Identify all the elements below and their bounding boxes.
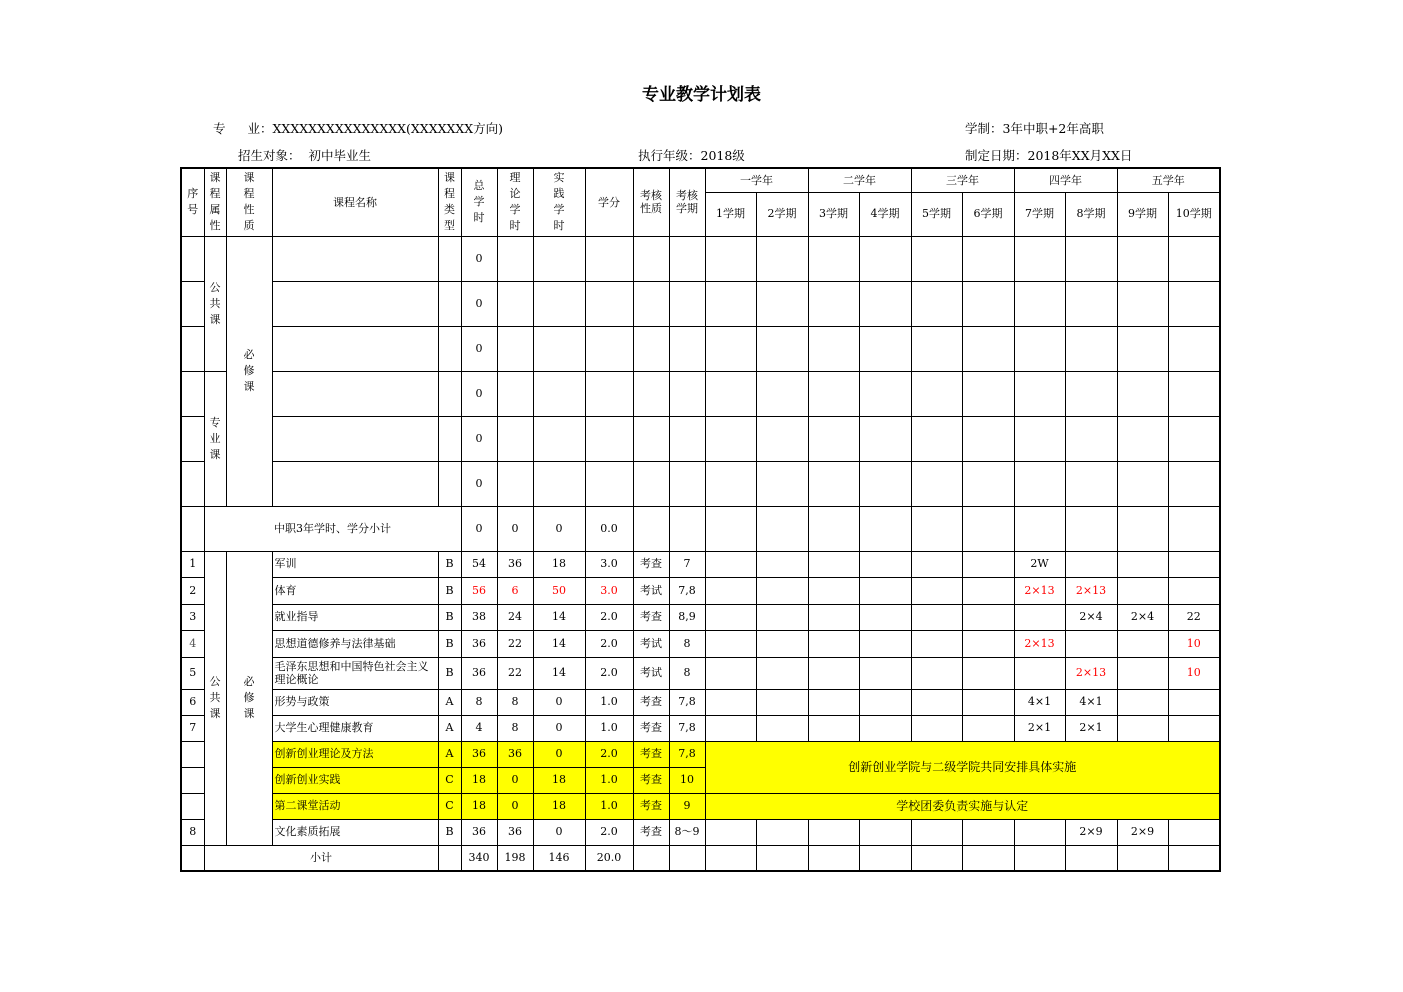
header-practice: 实践学时: [533, 168, 585, 236]
zz-subtotal-credit: 0.0: [585, 506, 633, 551]
header-term-3: 3学期: [808, 192, 859, 236]
term10-cell: [1168, 819, 1220, 845]
header-term-6: 6学期: [962, 192, 1014, 236]
course-practice: 14: [533, 604, 585, 630]
course-type: B: [438, 630, 461, 657]
zz-subtotal-label: 中职3年学时、学分小计: [204, 506, 461, 551]
zz-total: 0: [461, 416, 497, 461]
course-theory: 8: [497, 715, 533, 741]
term10-cell: [1168, 577, 1220, 604]
course-seq: 1: [181, 551, 204, 577]
zz-subtotal-total: 0: [461, 506, 497, 551]
course-theory: 0: [497, 767, 533, 793]
term9-cell: [1117, 551, 1168, 577]
zz-subtotal-practice: 0: [533, 506, 585, 551]
zz-attr-major: 专业课: [204, 371, 226, 506]
course-type: C: [438, 767, 461, 793]
course-row-highlight: [181, 793, 1220, 819]
course-credit: 1.0: [585, 715, 633, 741]
course-credit: 2.0: [585, 819, 633, 845]
course-practice: 14: [533, 630, 585, 657]
term8-cell: 2×13: [1065, 657, 1117, 689]
course-practice: 18: [533, 551, 585, 577]
course-credit: 2.0: [585, 741, 633, 767]
course-name: 第二课堂活动: [272, 793, 438, 819]
course-practice: 50: [533, 577, 585, 604]
header-type: 课程类型: [438, 168, 461, 236]
gz-attr: 公共课: [204, 551, 226, 845]
course-assess: 考试: [633, 577, 669, 604]
course-credit: 1.0: [585, 793, 633, 819]
course-assess: 考查: [633, 741, 669, 767]
course-theory: 36: [497, 741, 533, 767]
course-type: A: [438, 715, 461, 741]
course-row-highlight: [181, 741, 1220, 767]
course-seq: 7: [181, 715, 204, 741]
enroll-target: 招生对象： 初中毕业生: [238, 148, 372, 163]
zz-nature: 必修课: [226, 236, 272, 506]
course-type: B: [438, 551, 461, 577]
course-total: 56: [461, 577, 497, 604]
course-name: 体育: [272, 577, 438, 604]
term7-cell: 4×1: [1014, 689, 1065, 715]
course-term: 8～9: [669, 819, 705, 845]
course-practice: 0: [533, 689, 585, 715]
course-credit: 1.0: [585, 767, 633, 793]
course-row: [181, 551, 1220, 577]
course-type: C: [438, 793, 461, 819]
zz-row: [181, 326, 1220, 371]
zz-row: [181, 281, 1220, 326]
zz-subtotal-theory: 0: [497, 506, 533, 551]
course-type: B: [438, 657, 461, 689]
zz-total: 0: [461, 236, 497, 281]
course-term: 10: [669, 767, 705, 793]
gz-subtotal-label: 小计: [204, 845, 438, 871]
course-seq: 3: [181, 604, 204, 630]
header-term-4: 4学期: [859, 192, 911, 236]
course-total: 4: [461, 715, 497, 741]
header-credit: 学分: [585, 168, 633, 236]
course-total: 36: [461, 630, 497, 657]
header-term-2: 2学期: [756, 192, 808, 236]
major-value: XXXXXXXXXXXXXXX(XXXXXXX方向): [272, 121, 504, 136]
duration: 学制：3年中职+2年高职: [965, 121, 1104, 136]
course-total: 54: [461, 551, 497, 577]
course-seq: 4: [181, 630, 204, 657]
course-name: 思想道德修养与法律基础: [272, 630, 438, 657]
term9-cell: [1117, 689, 1168, 715]
course-seq: 2: [181, 577, 204, 604]
course-practice: 0: [533, 819, 585, 845]
term9-cell: 2×4: [1117, 604, 1168, 630]
header-year-2: 二学年: [808, 168, 911, 192]
term9-cell: [1117, 657, 1168, 689]
course-term: 7,8: [669, 689, 705, 715]
term8-cell: 2×1: [1065, 715, 1117, 741]
course-total: 18: [461, 767, 497, 793]
header-attr: 课程属性: [204, 168, 226, 236]
header-year-1: 一学年: [705, 168, 808, 192]
course-theory: 22: [497, 630, 533, 657]
gz-subtotal-row: [181, 845, 1220, 871]
header-year-4: 四学年: [1014, 168, 1117, 192]
course-name: 创新创业理论及方法: [272, 741, 438, 767]
term9-cell: [1117, 577, 1168, 604]
course-total: 8: [461, 689, 497, 715]
course-credit: 2.0: [585, 630, 633, 657]
course-total: 36: [461, 657, 497, 689]
course-theory: 24: [497, 604, 533, 630]
course-type: B: [438, 604, 461, 630]
course-type: A: [438, 689, 461, 715]
term10-cell: 22: [1168, 604, 1220, 630]
course-term: 9: [669, 793, 705, 819]
gz-subtotal-credit: 20.0: [585, 845, 633, 871]
term10-cell: 10: [1168, 630, 1220, 657]
term8-cell: [1065, 630, 1117, 657]
course-name: 军训: [272, 551, 438, 577]
course-practice: 0: [533, 715, 585, 741]
header-name: 课程名称: [272, 168, 438, 236]
course-assess: 考查: [633, 551, 669, 577]
zz-row: [181, 461, 1220, 506]
course-row: [181, 657, 1220, 689]
term10-cell: 10: [1168, 657, 1220, 689]
term9-cell: [1117, 715, 1168, 741]
term7-cell: 2×13: [1014, 630, 1065, 657]
term8-cell: 2×9: [1065, 819, 1117, 845]
course-term: 7,8: [669, 715, 705, 741]
header-row-1: [181, 168, 1220, 192]
gz-subtotal-total: 340: [461, 845, 497, 871]
made-date: 制定日期：2018年XX月XX日: [965, 148, 1133, 163]
header-term-5: 5学期: [911, 192, 962, 236]
course-assess: 考查: [633, 819, 669, 845]
course-name: 毛泽东思想和中国特色社会主义理论概论: [272, 657, 438, 689]
course-credit: 2.0: [585, 657, 633, 689]
header-term-9: 9学期: [1117, 192, 1168, 236]
term7-cell: 2W: [1014, 551, 1065, 577]
term10-cell: [1168, 715, 1220, 741]
course-seq: 5: [181, 657, 204, 689]
course-total: 36: [461, 819, 497, 845]
course-theory: 6: [497, 577, 533, 604]
term9-cell: [1117, 630, 1168, 657]
course-term: 7: [669, 551, 705, 577]
header-year-3: 三学年: [911, 168, 1014, 192]
course-name: 就业指导: [272, 604, 438, 630]
gz-subtotal-theory: 198: [497, 845, 533, 871]
course-row: [181, 689, 1220, 715]
zz-attr-public: 公共课: [204, 236, 226, 371]
course-assess: 考查: [633, 715, 669, 741]
course-term: 7,8: [669, 741, 705, 767]
course-type: B: [438, 819, 461, 845]
zz-row: [181, 371, 1220, 416]
course-term: 8,9: [669, 604, 705, 630]
course-assess: 考试: [633, 657, 669, 689]
course-seq: [181, 793, 204, 819]
term10-cell: [1168, 689, 1220, 715]
course-row: [181, 630, 1220, 657]
course-theory: 0: [497, 793, 533, 819]
course-practice: 18: [533, 767, 585, 793]
zz-total: 0: [461, 371, 497, 416]
course-assess: 考查: [633, 793, 669, 819]
term7-cell: [1014, 657, 1065, 689]
header-year-5: 五学年: [1117, 168, 1220, 192]
course-theory: 8: [497, 689, 533, 715]
course-theory: 36: [497, 819, 533, 845]
header-term-1: 1学期: [705, 192, 756, 236]
course-theory: 22: [497, 657, 533, 689]
course-assess: 考查: [633, 604, 669, 630]
innovation-note: 创新创业学院与二级学院共同安排具体实施: [705, 741, 1220, 793]
header-assess-term: 考核学期: [669, 168, 705, 236]
second-class-note: 学校团委负责实施与认定: [705, 793, 1220, 819]
course-assess: 考试: [633, 630, 669, 657]
zz-total: 0: [461, 461, 497, 506]
course-term: 7,8: [669, 577, 705, 604]
header-nature: 课程性质: [226, 168, 272, 236]
major-label: 专 业：XXXXXXXXXXXXXXX(XXXXXXX方向): [213, 121, 504, 136]
term7-cell: 2×1: [1014, 715, 1065, 741]
course-row: [181, 577, 1220, 604]
zz-total: 0: [461, 281, 497, 326]
header-theory: 理论学时: [497, 168, 533, 236]
course-name: 形势与政策: [272, 689, 438, 715]
zz-row: [181, 416, 1220, 461]
zz-subtotal-row: [181, 506, 1220, 551]
exec-grade: 执行年级：2018级: [638, 148, 745, 163]
gz-nature: 必修课: [226, 551, 272, 845]
term7-cell: [1014, 604, 1065, 630]
course-name: 大学生心理健康教育: [272, 715, 438, 741]
term7-cell: [1014, 819, 1065, 845]
course-seq: 8: [181, 819, 204, 845]
term10-cell: [1168, 551, 1220, 577]
course-total: 36: [461, 741, 497, 767]
course-credit: 1.0: [585, 689, 633, 715]
course-practice: 0: [533, 741, 585, 767]
course-total: 38: [461, 604, 497, 630]
zz-total: 0: [461, 326, 497, 371]
term8-cell: [1065, 551, 1117, 577]
course-name: 创新创业实践: [272, 767, 438, 793]
course-credit: 2.0: [585, 604, 633, 630]
header-term-8: 8学期: [1065, 192, 1117, 236]
course-row: [181, 604, 1220, 630]
course-row: [181, 715, 1220, 741]
zz-row: [181, 236, 1220, 281]
term9-cell: 2×9: [1117, 819, 1168, 845]
header-term-7: 7学期: [1014, 192, 1065, 236]
header-total: 总学时: [461, 168, 497, 236]
course-credit: 3.0: [585, 551, 633, 577]
teaching-plan-table: [180, 167, 1221, 872]
gz-subtotal-practice: 146: [533, 845, 585, 871]
course-term: 8: [669, 657, 705, 689]
term8-cell: 4×1: [1065, 689, 1117, 715]
header-assess-nature: 考核性质: [633, 168, 669, 236]
course-credit: 3.0: [585, 577, 633, 604]
course-theory: 36: [497, 551, 533, 577]
term7-cell: 2×13: [1014, 577, 1065, 604]
course-row: [181, 819, 1220, 845]
course-total: 18: [461, 793, 497, 819]
course-term: 8: [669, 630, 705, 657]
course-seq: 6: [181, 689, 204, 715]
header-term-10: 10学期: [1168, 192, 1220, 236]
course-seq: [181, 767, 204, 793]
course-practice: 18: [533, 793, 585, 819]
course-assess: 考查: [633, 689, 669, 715]
term8-cell: 2×13: [1065, 577, 1117, 604]
course-type: A: [438, 741, 461, 767]
term8-cell: 2×4: [1065, 604, 1117, 630]
course-seq: [181, 741, 204, 767]
course-type: B: [438, 577, 461, 604]
course-assess: 考查: [633, 767, 669, 793]
course-name: 文化素质拓展: [272, 819, 438, 845]
course-practice: 14: [533, 657, 585, 689]
page-title: 专业教学计划表: [642, 85, 761, 105]
header-seq: 序号: [181, 168, 204, 236]
